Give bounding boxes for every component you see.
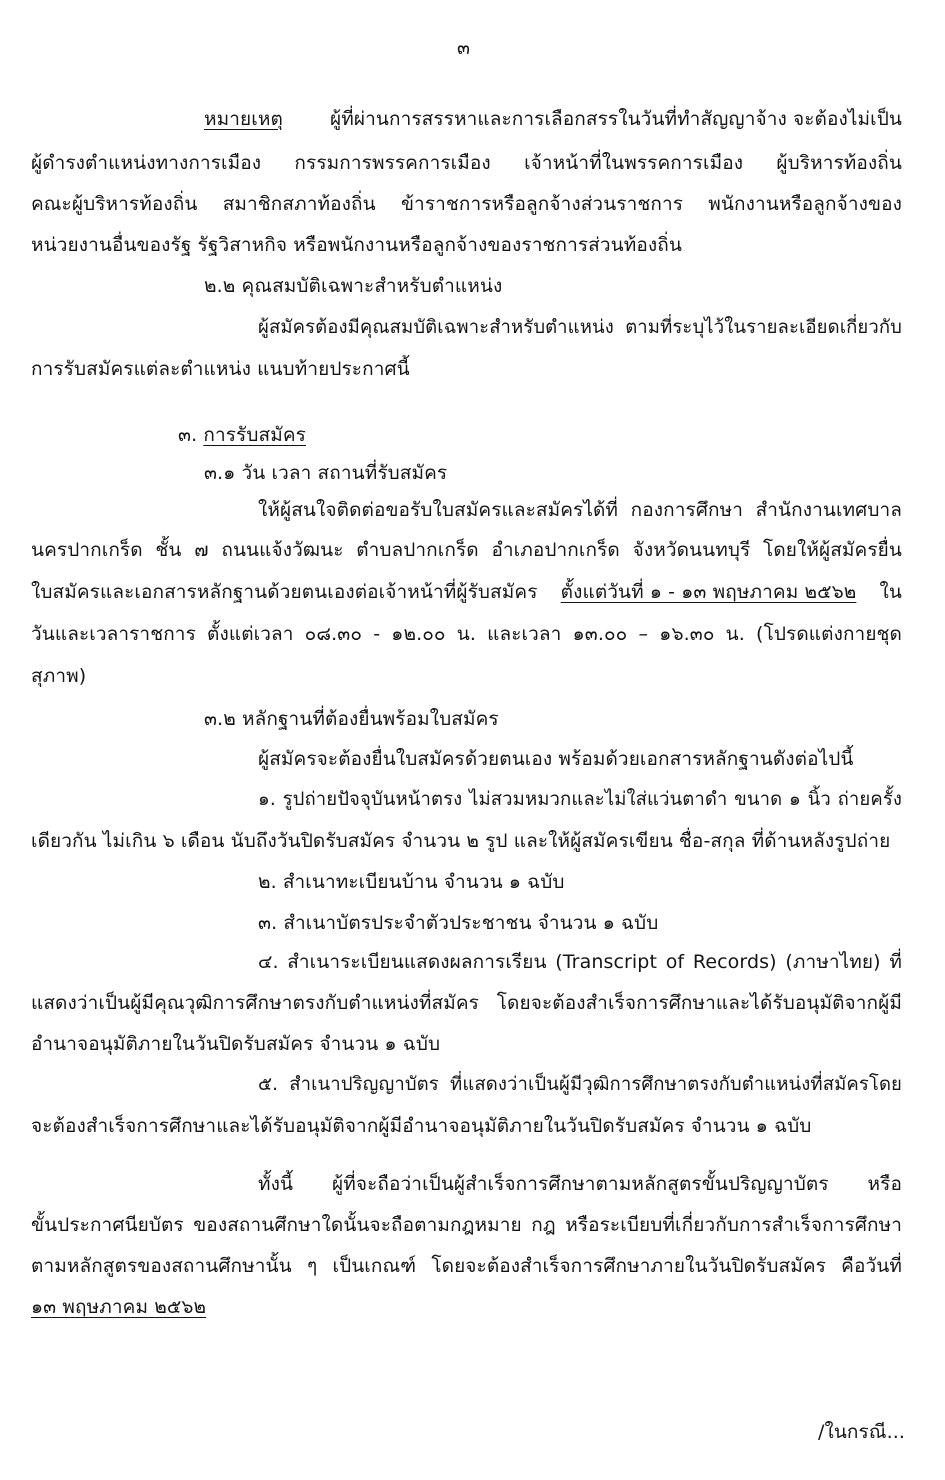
section-3-1-line-3-end: ใน (879, 581, 902, 603)
section-3-title: การรับสมัคร (203, 424, 306, 446)
section-3-1-line-1: ให้ผู้สนใจติดต่อขอรับใบสมัครและสมัครได้ที่ กองการศึกษา สำนักงานเทศบาล (258, 499, 902, 521)
remark-text-1: ผู้ที่ผ่านการสรรหาและการเลือกสรรในวันที่ทำสัญญาจ้าง จะต้องไม่เป็น (330, 108, 902, 130)
section-3-2-intro: ผู้สมัครจะต้องยื่นใบสมัครด้วยตนเอง พร้อมด้วยเอกสารหลักฐานดังต่อไปนี้ (258, 748, 854, 770)
document-item-4-line-2: แสดงว่าเป็นผู้มีคุณวุฒิการศึกษาตรงกับตำแหน่งที่สมัคร โดยจะต้องสำเร็จการศึกษาและได้รับอนุมัติจากผู้มี (31, 992, 902, 1014)
closing-line-3: ตามหลักสูตรของสถานศึกษานั้น ๆ เป็นเกณฑ์ โดยจะต้องสำเร็จการศึกษาภายในวันปิดรับสมัคร คือวันที่ (31, 1255, 902, 1277)
document-item-3: ๓. สำเนาบัตรประจำตัวประชาชน จำนวน ๑ ฉบับ (258, 912, 659, 934)
document-item-4-line-3: อำนาจอนุมัติภายในวันปิดรับสมัคร จำนวน ๑ ฉบับ (31, 1033, 441, 1055)
remark-line-2: ผู้ดำรงตำแหน่งทางการเมือง กรรมการพรรคการเมือง เจ้าหน้าที่ในพรรคการเมือง ผู้บริหารท้องถิ่น (31, 152, 902, 174)
section-3-1-line-3 (31, 578, 902, 606)
document-item-1-line-2: เดียวกัน ไม่เกิน ๖ เดือน นับถึงวันปิดรับสมัคร จำนวน ๒ รูป และให้ผู้สมัครเขียน ชื่อ-สกุล ที่ด้านหลังรูปถ่าย (31, 830, 891, 852)
closing-date: ๑๓ พฤษภาคม ๒๕๖๒ (31, 1296, 207, 1318)
closing-line-2: ขั้นประกาศนียบัตร ของสถานศึกษาใดนั้นจะถือตามกฎหมาย กฎ หรือระเบียบที่เกี่ยวกับการสำเร็จการศึกษา (31, 1214, 902, 1236)
section-3-1-line-5: สุภาพ) (31, 665, 87, 687)
remark-line-1 (204, 105, 902, 133)
application-dates: ตั้งแต่วันที่ ๑ - ๑๓ พฤษภาคม ๒๕๖๒ (560, 581, 857, 603)
remark-label: หมายเหตุ (204, 108, 283, 130)
document-item-5-line-2: จะต้องสำเร็จการศึกษาและได้รับอนุมัติจากผู้มีอำนาจอนุมัติภายในวันปิดรับสมัคร จำนวน ๑ ฉบับ (31, 1115, 812, 1137)
document-item-1-line-1: ๑. รูปถ่ายปัจจุบันหน้าตรง ไม่สวมหมวกและไม่ใส่แว่นตาดำ ขนาด ๑ นิ้ว ถ่ายครั้ง (258, 789, 902, 810)
section-3-2-heading: ๓.๒ หลักฐานที่ต้องยื่นพร้อมใบสมัคร (204, 708, 499, 730)
section-2-2-heading: ๒.๒ คุณสมบัติเฉพาะสำหรับตำแหน่ง (204, 275, 503, 297)
section-3-number: ๓. (178, 424, 198, 446)
section-3-1-line-4: วันและเวลาราชการ ตั้งแต่เวลา ๐๘.๓๐ - ๑๒.๐๐ น. และเวลา ๑๓.๐๐ – ๑๖.๓๐ น. (โปรดแต่งกายชุด (31, 623, 902, 645)
section-2-2-line-2: การรับสมัครแต่ละตำแหน่ง แนบท้ายประกาศนี้ (31, 358, 410, 380)
page-number: ๓ (457, 37, 471, 59)
remark-line-4: หน่วยงานอื่นของรัฐ รัฐวิสาหกิจ หรือพนักงานหรือลูกจ้างของราชการส่วนท้องถิ่น (31, 234, 682, 256)
closing-line-1: ทั้งนี้ ผู้ที่จะถือว่าเป็นผู้สำเร็จการศึกษาตามหลักสูตรขั้นปริญญาบัตร หรือ (258, 1173, 902, 1195)
section-3-1-line-2: นครปากเกร็ด ชั้น ๗ ถนนแจ้งวัฒนะ ตำบลปากเกร็ด อำเภอปากเกร็ด จังหวัดนนทบุรี โดยให้ผู้สมัครยื่น (31, 539, 902, 561)
document-item-5-line-1: ๕. สำเนาปริญญาบัตร ที่แสดงว่าเป็นผู้มีวุฒิการศึกษาตรงกับตำแหน่งที่สมัครโดย (258, 1074, 902, 1095)
document-item-4-line-1: ๔. สำเนาระเบียนแสดงผลการเรียน (Transcript of Records) (ภาษาไทย) ที่ (258, 951, 902, 973)
section-3-1-line-3-text: ใบสมัครและเอกสารหลักฐานด้วยตนเองต่อเจ้าหน้าที่ผู้รับสมัคร (31, 581, 538, 603)
section-3-1-heading: ๓.๑ วัน เวลา สถานที่รับสมัคร (204, 462, 448, 484)
section-2-2-line-1: ผู้สมัครต้องมีคุณสมบัติเฉพาะสำหรับตำแหน่ง ตามที่ระบุไว้ในรายละเอียดเกี่ยวกับ (258, 317, 902, 338)
document-item-2: ๒. สำเนาทะเบียนบ้าน จำนวน ๑ ฉบับ (258, 871, 565, 893)
remark-line-3: คณะผู้บริหารท้องถิ่น สมาชิกสภาท้องถิ่น ข้าราชการหรือลูกจ้างส่วนราชการ พนักงานหรือลูกจ้างของ (31, 193, 902, 215)
section-3-heading (178, 421, 306, 449)
continuation-note: /ในกรณี... (817, 1421, 905, 1443)
